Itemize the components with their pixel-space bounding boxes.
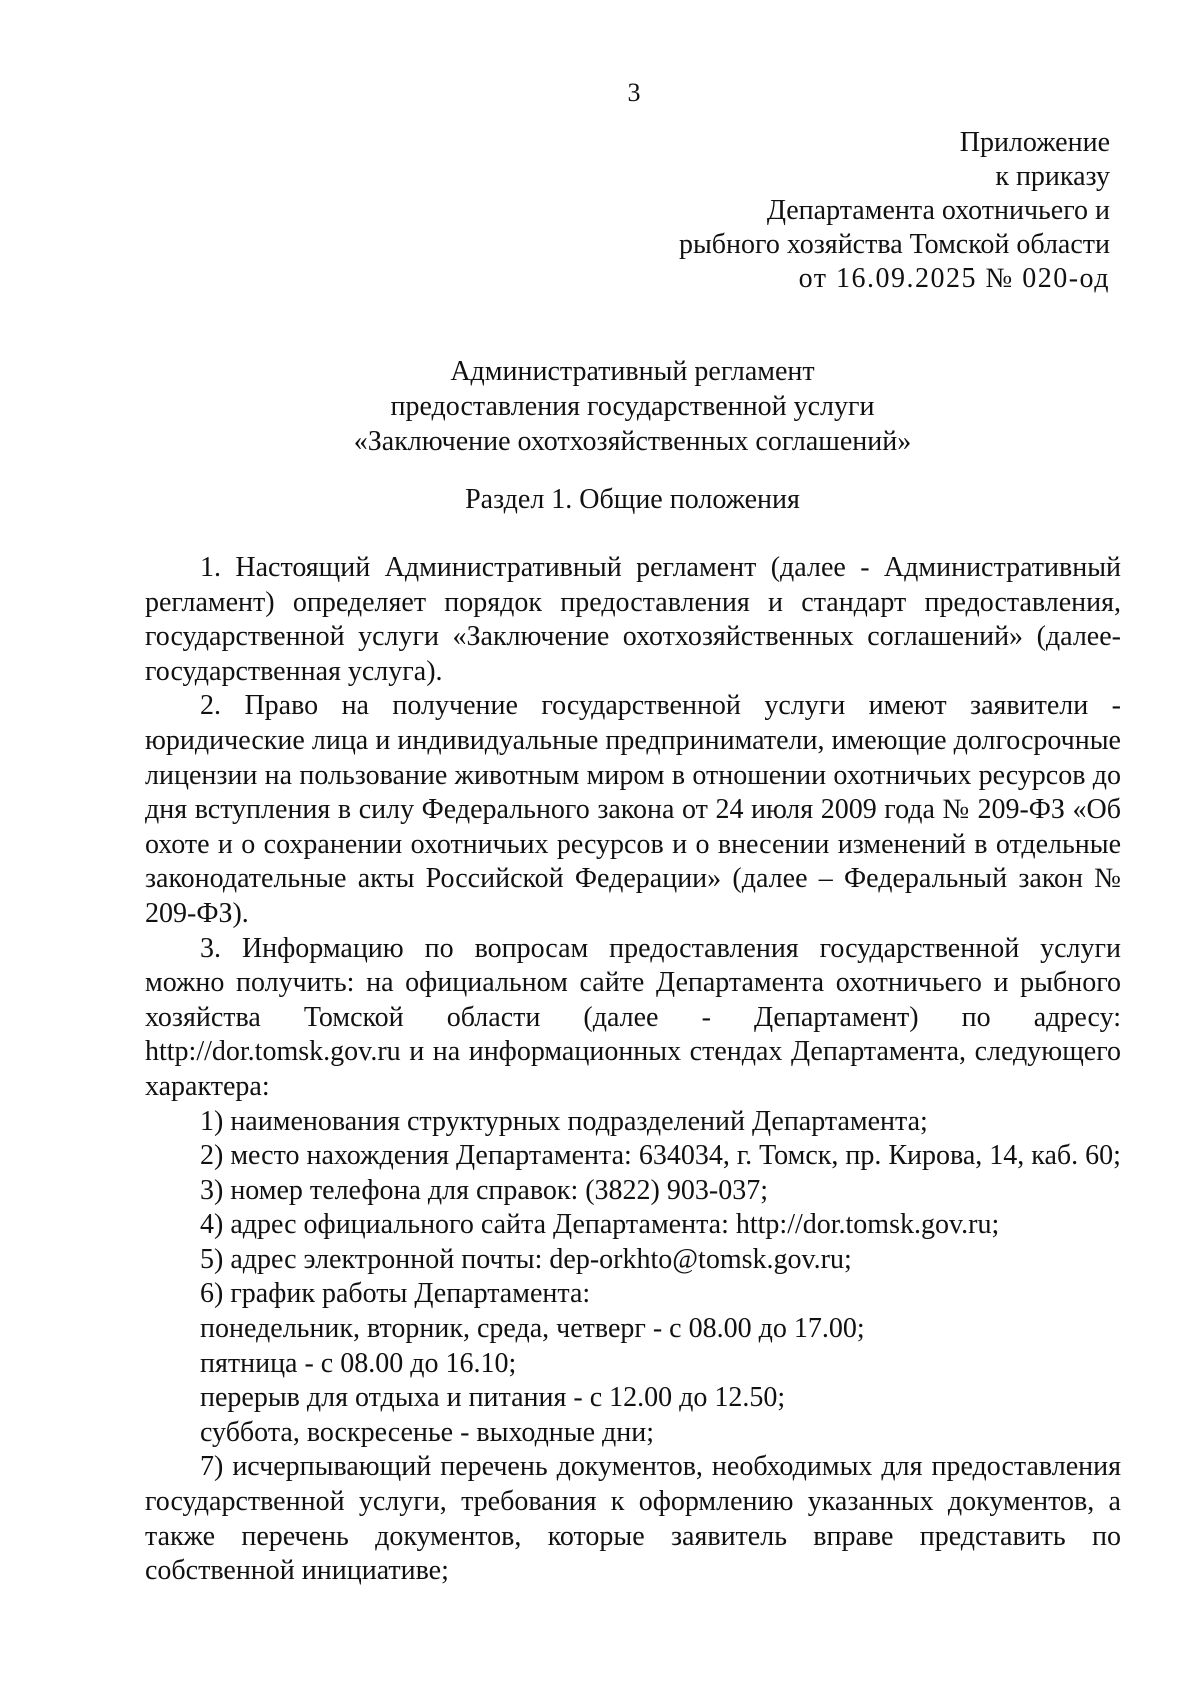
appendix-line: к приказу xyxy=(995,161,1110,192)
title-line: «Заключение охотхозяйственных соглашений» xyxy=(353,426,912,457)
page-number: 3 xyxy=(627,78,641,107)
paragraph-2: 2. Право на получение государственной услуги имеют заявители - юридические лица и индивидуальные предприниматели, имеющие долгосрочные лицензии на пользование животным миром в отношении охотничьих ресурсов до дня вступления в силу Федерального закона от 24 июля 2009 года № 209-ФЗ «Об охоте и о сохранении охотничьих ресурсов и о внесении изменений в отдельные законодательные акты Российской Федерации» (далее – Федеральный закон № 209-ФЗ). xyxy=(145,690,1121,929)
list-item-7: 7) исчерпывающий перечень документов, необходимых для предоставления государственной услуги, требования к оформлению указанных документов, а также перечень документов, которые заявитель вправе представить по собственной инициативе; xyxy=(145,1451,1121,1587)
list-item-6: 6) график работы Департамента: xyxy=(200,1278,591,1310)
appendix-line: рыбного хозяйства Томской области xyxy=(678,229,1110,260)
appendix-line: Департамента охотничьего и xyxy=(766,195,1110,226)
list-item-4: 4) адрес официального сайта Департамента: http://dor.tomsk.gov.ru; xyxy=(200,1209,1000,1241)
list-item-5: 5) адрес электронной почты: dep-orkhto@tomsk.gov.ru; xyxy=(200,1243,852,1275)
appendix-line: Приложение xyxy=(959,127,1110,158)
paragraph-3: 3. Информацию по вопросам предоставления государственной услуги можно получить: на официальном сайте Департамента охотничьего и рыбного хозяйства Томской области (далее - Департамент) по адресу: http://dor.tomsk.gov.ru и на информационных стендах Департамента, следующего характера: xyxy=(145,932,1121,1102)
title-line: Административный регламент xyxy=(450,356,815,387)
list-item-2: 2) место нахождения Департамента: 634034, г. Томск, пр. Кирова, 14, каб. 60; xyxy=(200,1140,1121,1172)
schedule-line: суббота, воскресенье - выходные дни; xyxy=(200,1416,655,1448)
schedule-line: понедельник, вторник, среда, четверг - с 08.00 до 17.00; xyxy=(200,1313,865,1345)
title-line: предоставления государственной услуги xyxy=(390,391,875,422)
schedule-line: перерыв для отдыха и питания - с 12.00 до 12.50; xyxy=(200,1382,786,1414)
schedule-line: пятница - с 08.00 до 16.10; xyxy=(200,1347,517,1379)
appendix-order-number: от 16.09.2025 № 020-од xyxy=(798,263,1110,294)
list-item-3: 3) номер телефона для справок: (3822) 903-037; xyxy=(200,1174,768,1206)
paragraph-1: 1. Настоящий Административный регламент (далее - Административный регламент) определяет порядок предоставления и стандарт предоставления, государственной услуги «Заключение охотхозяйственных соглашений» (далее- государственная услуга). xyxy=(145,552,1121,687)
section-heading: Раздел 1. Общие положения xyxy=(465,484,800,515)
list-item-1: 1) наименования структурных подразделений Департамента; xyxy=(200,1105,928,1137)
document-title xyxy=(145,354,1120,459)
appendix-block xyxy=(679,126,1110,296)
document-body xyxy=(145,551,1121,1589)
